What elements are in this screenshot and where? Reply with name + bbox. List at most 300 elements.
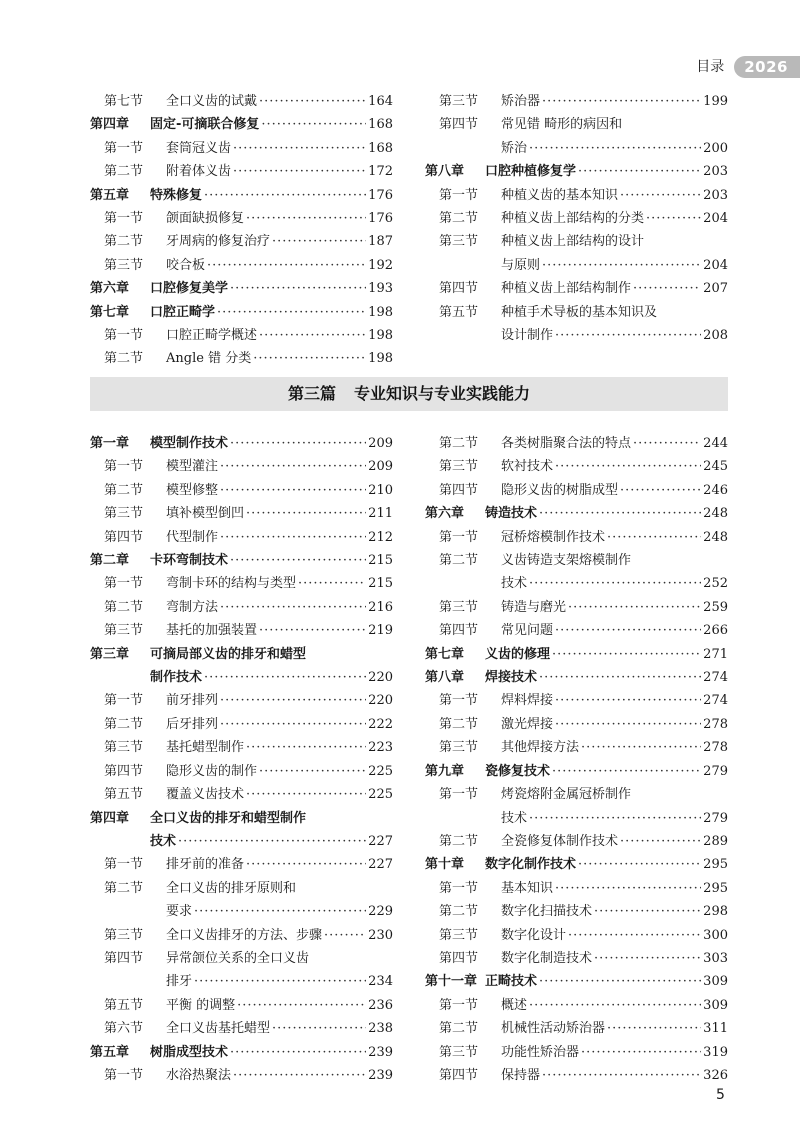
toc-entry-number: 第二节 bbox=[439, 1021, 479, 1037]
toc-page-number: 227 bbox=[368, 857, 393, 873]
toc-page-number: 210 bbox=[368, 482, 393, 498]
toc-entry-title: Angle 错 分类 bbox=[166, 351, 252, 367]
toc-entry-number: 第三节 bbox=[439, 459, 479, 475]
toc-section-entry[interactable] bbox=[90, 760, 393, 783]
toc-entry-title: 数字化制作技术 bbox=[485, 857, 577, 873]
toc-leader-dots bbox=[272, 230, 366, 253]
toc-entry-number: 第四节 bbox=[104, 950, 144, 966]
toc-entry-number: 第一节 bbox=[104, 576, 144, 592]
toc-page-number: 192 bbox=[368, 257, 393, 273]
toc-page-number: 216 bbox=[368, 599, 393, 615]
toc-leader-dots bbox=[542, 254, 701, 277]
toc-section-entry[interactable] bbox=[90, 783, 393, 806]
toc-entry-number: 第三节 bbox=[104, 257, 144, 273]
toc-entry-title: 烤瓷熔附金属冠桥制作 bbox=[501, 787, 632, 803]
toc-entry-title: 瓷修复技术 bbox=[485, 763, 551, 779]
toc-entry-number: 第四章 bbox=[90, 810, 130, 826]
toc-entry-title: 附着体义齿 bbox=[166, 164, 232, 180]
toc-section-entry[interactable] bbox=[90, 689, 393, 712]
toc-chapter-entry[interactable] bbox=[425, 160, 728, 183]
toc-page-number: 203 bbox=[703, 164, 728, 180]
toc-entry-title: 全口义齿的试戴 bbox=[166, 94, 258, 109]
toc-section-entry[interactable] bbox=[90, 596, 393, 619]
toc-chapter-entry[interactable] bbox=[90, 184, 393, 207]
toc-section-entry[interactable] bbox=[90, 947, 393, 970]
toc-page-number: 211 bbox=[368, 506, 393, 522]
toc-entry-title: 全口义齿排牙的方法、步骤 bbox=[166, 927, 323, 943]
toc-chapter-entry[interactable] bbox=[90, 643, 393, 666]
toc-page-number: 193 bbox=[368, 281, 393, 297]
toc-entry-number: 第三节 bbox=[104, 927, 144, 943]
toc-entry-title: 数字化制造技术 bbox=[501, 950, 593, 966]
toc-section-entry[interactable] bbox=[425, 572, 728, 595]
toc-page-number: 207 bbox=[703, 281, 728, 297]
toc-section-entry[interactable] bbox=[425, 1064, 728, 1087]
toc-entry-title: 技术 bbox=[501, 810, 528, 826]
toc-entry-number: 第二节 bbox=[104, 482, 144, 498]
toc-entry-title: 要求 bbox=[166, 904, 193, 920]
toc-chapter-entry[interactable] bbox=[425, 760, 728, 783]
toc-page-number: 303 bbox=[703, 950, 728, 966]
toc-section-entry[interactable] bbox=[425, 455, 728, 478]
toc-entry-title: 正畸技术 bbox=[485, 974, 538, 990]
toc-entry-title: 口腔种植修复学 bbox=[485, 164, 577, 180]
toc-section-entry[interactable] bbox=[425, 783, 728, 806]
toc-section-entry[interactable] bbox=[425, 479, 728, 502]
toc-chapter-entry[interactable] bbox=[425, 970, 728, 993]
toc-section-entry[interactable] bbox=[90, 160, 393, 183]
toc-entry-number: 第三节 bbox=[104, 506, 144, 522]
toc-entry-title: 覆盖义齿技术 bbox=[166, 787, 245, 803]
toc-entry-number: 第三节 bbox=[439, 740, 479, 756]
toc-page-number: 230 bbox=[368, 927, 393, 943]
toc-entry-title: 激光焊接 bbox=[501, 716, 554, 732]
toc-entry-title: 机械性活动矫治器 bbox=[501, 1021, 606, 1037]
toc-entry-number: 第一节 bbox=[439, 187, 479, 203]
toc-entry-number: 第五节 bbox=[439, 304, 479, 320]
toc-section-entry[interactable] bbox=[90, 207, 393, 230]
toc-entry-title: 种植义齿上部结构的设计 bbox=[501, 234, 645, 250]
toc-entry-number: 第四节 bbox=[439, 117, 479, 133]
toc-entry-number: 第五节 bbox=[104, 997, 144, 1013]
toc-chapter-entry[interactable] bbox=[90, 666, 393, 689]
toc-page-number: 248 bbox=[703, 529, 728, 545]
toc-entry-number: 第六章 bbox=[425, 506, 465, 522]
toc-entry-number: 第一节 bbox=[104, 1067, 144, 1083]
toc-section-entry[interactable] bbox=[425, 619, 728, 642]
toc-entry-title: 套筒冠义齿 bbox=[166, 140, 232, 156]
toc-page-number: 227 bbox=[368, 833, 393, 849]
toc-page-number: 246 bbox=[703, 482, 728, 498]
toc-entry-number: 第七章 bbox=[425, 646, 465, 662]
toc-page-number: 238 bbox=[368, 1021, 393, 1037]
toc-page-number: 168 bbox=[368, 140, 393, 156]
toc-leader-dots bbox=[220, 596, 366, 619]
toc-entry-number: 第五章 bbox=[90, 1044, 130, 1060]
toc-leader-dots bbox=[581, 736, 701, 759]
toc-entry-number: 第三节 bbox=[104, 623, 144, 639]
toc-section-entry[interactable] bbox=[90, 619, 393, 642]
toc-entry-title: 填补模型倒凹 bbox=[166, 506, 245, 522]
toc-chapter-entry[interactable] bbox=[425, 502, 728, 525]
toc-page-number: 208 bbox=[703, 328, 728, 344]
toc-leader-dots bbox=[217, 301, 366, 324]
toc-section-entry[interactable] bbox=[425, 830, 728, 853]
toc-leader-dots bbox=[233, 137, 366, 160]
toc-entry-title: 铸造与磨光 bbox=[501, 599, 567, 615]
toc-entry-title: 全口义齿基托蜡型 bbox=[166, 1021, 271, 1037]
toc-leader-dots bbox=[246, 207, 366, 230]
toc-entry-title: 全口义齿的排牙原则和 bbox=[166, 880, 297, 896]
toc-entry-title: 模型制作技术 bbox=[150, 436, 229, 451]
toc-section-entry[interactable] bbox=[425, 549, 728, 572]
toc-section-entry[interactable] bbox=[90, 90, 393, 113]
toc-chapter-entry[interactable] bbox=[90, 113, 393, 136]
toc-section-entry[interactable] bbox=[90, 324, 393, 347]
toc-section-entry[interactable] bbox=[90, 137, 393, 160]
toc-entry-title: 特殊修复 bbox=[150, 187, 203, 203]
toc-page-number: 198 bbox=[368, 304, 393, 320]
toc-section-entry[interactable] bbox=[90, 853, 393, 876]
toc-section-entry[interactable] bbox=[90, 970, 393, 993]
toc-page-number: 223 bbox=[368, 740, 393, 756]
toc-entry-title: 树脂成型技术 bbox=[150, 1044, 229, 1060]
page-header-tag bbox=[696, 56, 800, 78]
toc-page-number: 300 bbox=[703, 927, 728, 943]
toc-page-number: 187 bbox=[368, 234, 393, 250]
toc-page-number: 225 bbox=[368, 763, 393, 779]
toc-page-number: 219 bbox=[368, 623, 393, 639]
toc-page-number: 203 bbox=[703, 187, 728, 203]
toc-leader-dots bbox=[178, 830, 366, 853]
toc-page-number: 198 bbox=[368, 351, 393, 367]
toc-page-number: 212 bbox=[368, 529, 393, 545]
toc-entry-title: 隐形义齿的制作 bbox=[166, 763, 258, 779]
toc-leader-dots bbox=[233, 160, 366, 183]
toc-section-entry[interactable] bbox=[425, 994, 728, 1017]
toc-leader-dots bbox=[578, 853, 701, 876]
toc-section-entry[interactable] bbox=[425, 277, 728, 300]
toc-chapter-entry[interactable] bbox=[90, 432, 393, 455]
toc-entry-number: 第二节 bbox=[104, 164, 144, 180]
toc-leader-dots bbox=[594, 947, 701, 970]
page-number: 5 bbox=[716, 1087, 725, 1103]
toc-page-number: 278 bbox=[703, 716, 728, 732]
toc-section-entry[interactable] bbox=[425, 230, 728, 253]
toc-section-entry[interactable] bbox=[425, 184, 728, 207]
toc-entry-title: 异常颌位关系的全口义齿 bbox=[166, 950, 310, 966]
toc-entry-title: 固定-可摘联合修复 bbox=[150, 117, 260, 133]
toc-section-entry[interactable] bbox=[425, 596, 728, 619]
toc-chapter-entry[interactable] bbox=[90, 1041, 393, 1064]
toc-entry-number: 第十章 bbox=[425, 857, 465, 873]
toc-leader-dots bbox=[581, 1041, 701, 1064]
toc-entry-title: 后牙排列 bbox=[166, 716, 219, 732]
toc-entry-title: 功能性矫治器 bbox=[501, 1044, 580, 1060]
toc-entry-number: 第二节 bbox=[104, 599, 144, 615]
toc-leader-dots bbox=[220, 455, 366, 478]
toc-section-entry[interactable] bbox=[425, 924, 728, 947]
toc-entry-number: 第七章 bbox=[90, 304, 130, 320]
toc-leader-dots bbox=[555, 877, 701, 900]
toc-leader-dots bbox=[539, 502, 701, 525]
toc-section-entry[interactable] bbox=[90, 455, 393, 478]
toc-page-number: 278 bbox=[703, 740, 728, 756]
toc-section-entry[interactable] bbox=[425, 526, 728, 549]
toc-leader-dots bbox=[259, 324, 366, 347]
toc-entry-title: 水浴热聚法 bbox=[166, 1067, 232, 1083]
toc-section-entry[interactable] bbox=[425, 1017, 728, 1040]
toc-entry-title: 种植手术导板的基本知识及 bbox=[501, 304, 658, 320]
toc-leader-dots bbox=[194, 970, 366, 993]
toc-entry-title: 保持器 bbox=[501, 1067, 541, 1083]
toc-page-number: 244 bbox=[703, 436, 728, 451]
toc-section-entry[interactable] bbox=[90, 736, 393, 759]
toc-entry-title: 排牙前的准备 bbox=[166, 857, 245, 873]
toc-leader-dots bbox=[259, 619, 366, 642]
toc-section-entry[interactable] bbox=[425, 324, 728, 347]
toc-entry-title: 焊接技术 bbox=[485, 670, 538, 686]
toc-entry-title: 义齿的修理 bbox=[485, 646, 551, 662]
toc-entry-title: 种植义齿上部结构的分类 bbox=[501, 211, 645, 227]
toc-page-number: 289 bbox=[703, 833, 728, 849]
toc-entry-number: 第三节 bbox=[439, 599, 479, 615]
toc-entry-number: 第二节 bbox=[439, 211, 479, 227]
toc-section-entry[interactable] bbox=[425, 807, 728, 830]
toc-chapter-entry[interactable] bbox=[425, 643, 728, 666]
toc-entry-number: 第一节 bbox=[104, 211, 144, 227]
toc-leader-dots bbox=[552, 643, 701, 666]
toc-entry-title: 咬合板 bbox=[166, 257, 206, 273]
toc-entry-title: 模型修整 bbox=[166, 482, 219, 498]
toc-entry-title: 与原则 bbox=[501, 257, 541, 273]
toc-section-entry[interactable] bbox=[425, 137, 728, 160]
toc-section-entry[interactable] bbox=[90, 1017, 393, 1040]
toc-entry-title: 口腔修复美学 bbox=[150, 281, 229, 297]
toc-section-entry[interactable] bbox=[425, 432, 728, 455]
toc-entry-number: 第二节 bbox=[104, 351, 144, 367]
toc-entry-number: 第四节 bbox=[439, 950, 479, 966]
part-title: 专业知识与专业实践能力 bbox=[354, 384, 531, 403]
toc-section-entry[interactable] bbox=[425, 1041, 728, 1064]
toc-entry-title: 口腔正畸学概述 bbox=[166, 328, 258, 344]
toc-page-number: 222 bbox=[368, 716, 393, 732]
toc-leader-dots bbox=[237, 994, 366, 1017]
toc-page-number: 311 bbox=[703, 1021, 728, 1037]
toc-section-entry[interactable] bbox=[425, 877, 728, 900]
toc-chapter-entry[interactable] bbox=[90, 830, 393, 853]
toc-entry-number: 第六节 bbox=[104, 1021, 144, 1037]
toc-entry-title: 数字化设计 bbox=[501, 927, 567, 943]
toc-leader-dots bbox=[261, 113, 366, 136]
toc-entry-number: 第一节 bbox=[104, 459, 144, 475]
toc-entry-number: 第一节 bbox=[439, 787, 479, 803]
toc-page-number: 225 bbox=[368, 787, 393, 803]
toc-leader-dots bbox=[633, 432, 701, 455]
toc-section-entry[interactable] bbox=[90, 994, 393, 1017]
toc-leader-dots bbox=[272, 1017, 366, 1040]
toc-leader-dots bbox=[620, 184, 701, 207]
toc-entry-number: 第五章 bbox=[90, 187, 130, 203]
toc-page-number: 229 bbox=[368, 904, 393, 920]
part-number: 第三篇 bbox=[287, 384, 336, 403]
toc-page-number: 234 bbox=[368, 974, 393, 990]
toc-chapter-entry[interactable] bbox=[90, 301, 393, 324]
toc-page-number: 215 bbox=[368, 553, 393, 569]
toc-entry-number: 第一节 bbox=[439, 529, 479, 545]
toc-leader-dots bbox=[529, 994, 701, 1017]
toc-section-entry[interactable] bbox=[425, 207, 728, 230]
toc-page-number: 164 bbox=[368, 94, 393, 109]
toc-leader-dots bbox=[259, 760, 366, 783]
toc-entry-number: 第二节 bbox=[439, 833, 479, 849]
toc-entry-title: 常见问题 bbox=[501, 623, 554, 639]
toc-page-number: 274 bbox=[703, 670, 728, 686]
toc-entry-number: 第二节 bbox=[104, 716, 144, 732]
toc-section-entry[interactable] bbox=[425, 113, 728, 136]
toc-chapter-entry[interactable] bbox=[90, 277, 393, 300]
toc-leader-dots bbox=[324, 924, 366, 947]
toc-entry-number: 第一节 bbox=[104, 328, 144, 344]
toc-page-number: 209 bbox=[368, 459, 393, 475]
toc-entry-title: 基托蜡型制作 bbox=[166, 740, 245, 756]
toc-entry-number: 第三节 bbox=[439, 927, 479, 943]
toc-leader-dots bbox=[539, 970, 701, 993]
toc-page-number: 326 bbox=[703, 1067, 728, 1083]
toc-entry-title: 基托的加强装置 bbox=[166, 623, 258, 639]
toc-leader-dots bbox=[620, 479, 701, 502]
toc-page-number: 239 bbox=[368, 1044, 393, 1060]
toc-leader-dots bbox=[568, 596, 701, 619]
toc-chapter-entry[interactable] bbox=[425, 666, 728, 689]
toc-section-entry[interactable] bbox=[425, 947, 728, 970]
toc-section-entry[interactable] bbox=[90, 347, 393, 370]
toc-page-number: 298 bbox=[703, 904, 728, 920]
toc-leader-dots bbox=[594, 900, 701, 923]
toc-top-section bbox=[90, 90, 728, 371]
toc-page-number: 259 bbox=[703, 599, 728, 615]
toc-entry-number: 第六章 bbox=[90, 281, 130, 297]
toc-section-entry[interactable] bbox=[90, 1064, 393, 1087]
toc-leader-dots bbox=[230, 432, 366, 455]
toc-entry-number: 第三节 bbox=[439, 1044, 479, 1060]
toc-page-number: 245 bbox=[703, 459, 728, 475]
toc-entry-title: 焊料焊接 bbox=[501, 693, 554, 709]
toc-entry-number: 第一节 bbox=[439, 693, 479, 709]
toc-entry-number: 第三节 bbox=[104, 740, 144, 756]
toc-section-entry[interactable] bbox=[425, 736, 728, 759]
toc-entry-number: 第一节 bbox=[439, 997, 479, 1013]
toc-entry-title: 矫治器 bbox=[501, 94, 541, 109]
toc-entry-title: 平衡 的调整 bbox=[166, 997, 236, 1013]
toc-section-entry[interactable] bbox=[90, 877, 393, 900]
toc-entry-title: 口腔正畸学 bbox=[150, 304, 216, 320]
toc-chapter-entry[interactable] bbox=[425, 853, 728, 876]
toc-entry-number: 第九章 bbox=[425, 763, 465, 779]
toc-leader-dots bbox=[246, 853, 366, 876]
toc-section-entry[interactable] bbox=[90, 254, 393, 277]
toc-entry-number: 第四节 bbox=[104, 529, 144, 545]
toc-chapter-entry[interactable] bbox=[90, 807, 393, 830]
toc-page-number: 176 bbox=[368, 211, 393, 227]
toc-entry-number: 第四节 bbox=[439, 281, 479, 297]
toc-entry-number: 第四章 bbox=[90, 117, 130, 133]
toc-entry-number: 第四节 bbox=[104, 763, 144, 779]
toc-leader-dots bbox=[233, 1064, 366, 1087]
toc-section-entry[interactable] bbox=[425, 90, 728, 113]
toc-entry-title: 种植义齿的基本知识 bbox=[501, 187, 619, 203]
toc-leader-dots bbox=[220, 526, 366, 549]
toc-leader-dots bbox=[298, 572, 366, 595]
toc-entry-number: 第七节 bbox=[104, 94, 144, 109]
toc-page-number: 199 bbox=[703, 94, 728, 109]
toc-entry-number: 第一节 bbox=[439, 880, 479, 896]
toc-entry-title: 常见错 畸形的病因和 bbox=[501, 117, 623, 133]
toc-entry-number: 第一节 bbox=[104, 140, 144, 156]
toc-section-entry[interactable] bbox=[90, 713, 393, 736]
toc-section-entry[interactable] bbox=[425, 689, 728, 712]
toc-entry-number: 第二节 bbox=[439, 904, 479, 920]
toc-page-number: 295 bbox=[703, 857, 728, 873]
toc-page-number: 220 bbox=[368, 670, 393, 686]
toc-entry-title: 技术 bbox=[501, 576, 528, 592]
toc-bottom-right-column bbox=[425, 432, 728, 1087]
toc-page-number: 319 bbox=[703, 1044, 728, 1060]
toc-leader-dots bbox=[220, 713, 366, 736]
toc-bottom-left-column bbox=[90, 432, 393, 1087]
toc-entry-title: 义齿铸造支架熔模制作 bbox=[501, 553, 632, 569]
toc-entry-title: 基本知识 bbox=[501, 880, 554, 896]
toc-entry-number: 第二节 bbox=[104, 880, 144, 896]
toc-page-number: 236 bbox=[368, 997, 393, 1013]
toc-section-entry[interactable] bbox=[425, 254, 728, 277]
toc-chapter-entry[interactable] bbox=[90, 549, 393, 572]
toc-leader-dots bbox=[194, 900, 366, 923]
toc-entry-title: 软衬技术 bbox=[501, 459, 554, 475]
toc-entry-title: 颌面缺损修复 bbox=[166, 211, 245, 227]
toc-entry-title: 全瓷修复体制作技术 bbox=[501, 833, 619, 849]
toc-leader-dots bbox=[259, 90, 366, 113]
toc-section-entry[interactable] bbox=[90, 526, 393, 549]
toc-entry-title: 全口义齿的排牙和蜡型制作 bbox=[150, 810, 307, 826]
toc-section-entry[interactable] bbox=[425, 301, 728, 324]
toc-entry-number: 第二章 bbox=[90, 553, 130, 569]
toc-page-number: 279 bbox=[703, 763, 728, 779]
toc-leader-dots bbox=[529, 807, 701, 830]
toc-section-entry[interactable] bbox=[90, 230, 393, 253]
toc-page-number: 271 bbox=[703, 646, 728, 662]
toc-section-entry[interactable] bbox=[90, 900, 393, 923]
toc-leader-dots bbox=[253, 347, 366, 370]
toc-leader-dots bbox=[568, 924, 701, 947]
toc-section-entry[interactable] bbox=[90, 924, 393, 947]
toc-leader-dots bbox=[555, 324, 701, 347]
toc-page-number: 198 bbox=[368, 328, 393, 344]
toc-section-entry[interactable] bbox=[425, 713, 728, 736]
toc-page-number: 204 bbox=[703, 211, 728, 227]
toc-section-entry[interactable] bbox=[90, 572, 393, 595]
toc-leader-dots bbox=[633, 277, 701, 300]
toc-section-entry[interactable] bbox=[90, 479, 393, 502]
toc-page-number: 266 bbox=[703, 623, 728, 639]
toc-entry-number: 第八章 bbox=[425, 670, 465, 686]
toc-section-entry[interactable] bbox=[90, 502, 393, 525]
toc-entry-title: 设计制作 bbox=[501, 328, 554, 344]
toc-page-number: 295 bbox=[703, 880, 728, 896]
header-label: 目录 bbox=[696, 59, 725, 75]
toc-top-left-column bbox=[90, 90, 393, 371]
toc-section-entry[interactable] bbox=[425, 900, 728, 923]
